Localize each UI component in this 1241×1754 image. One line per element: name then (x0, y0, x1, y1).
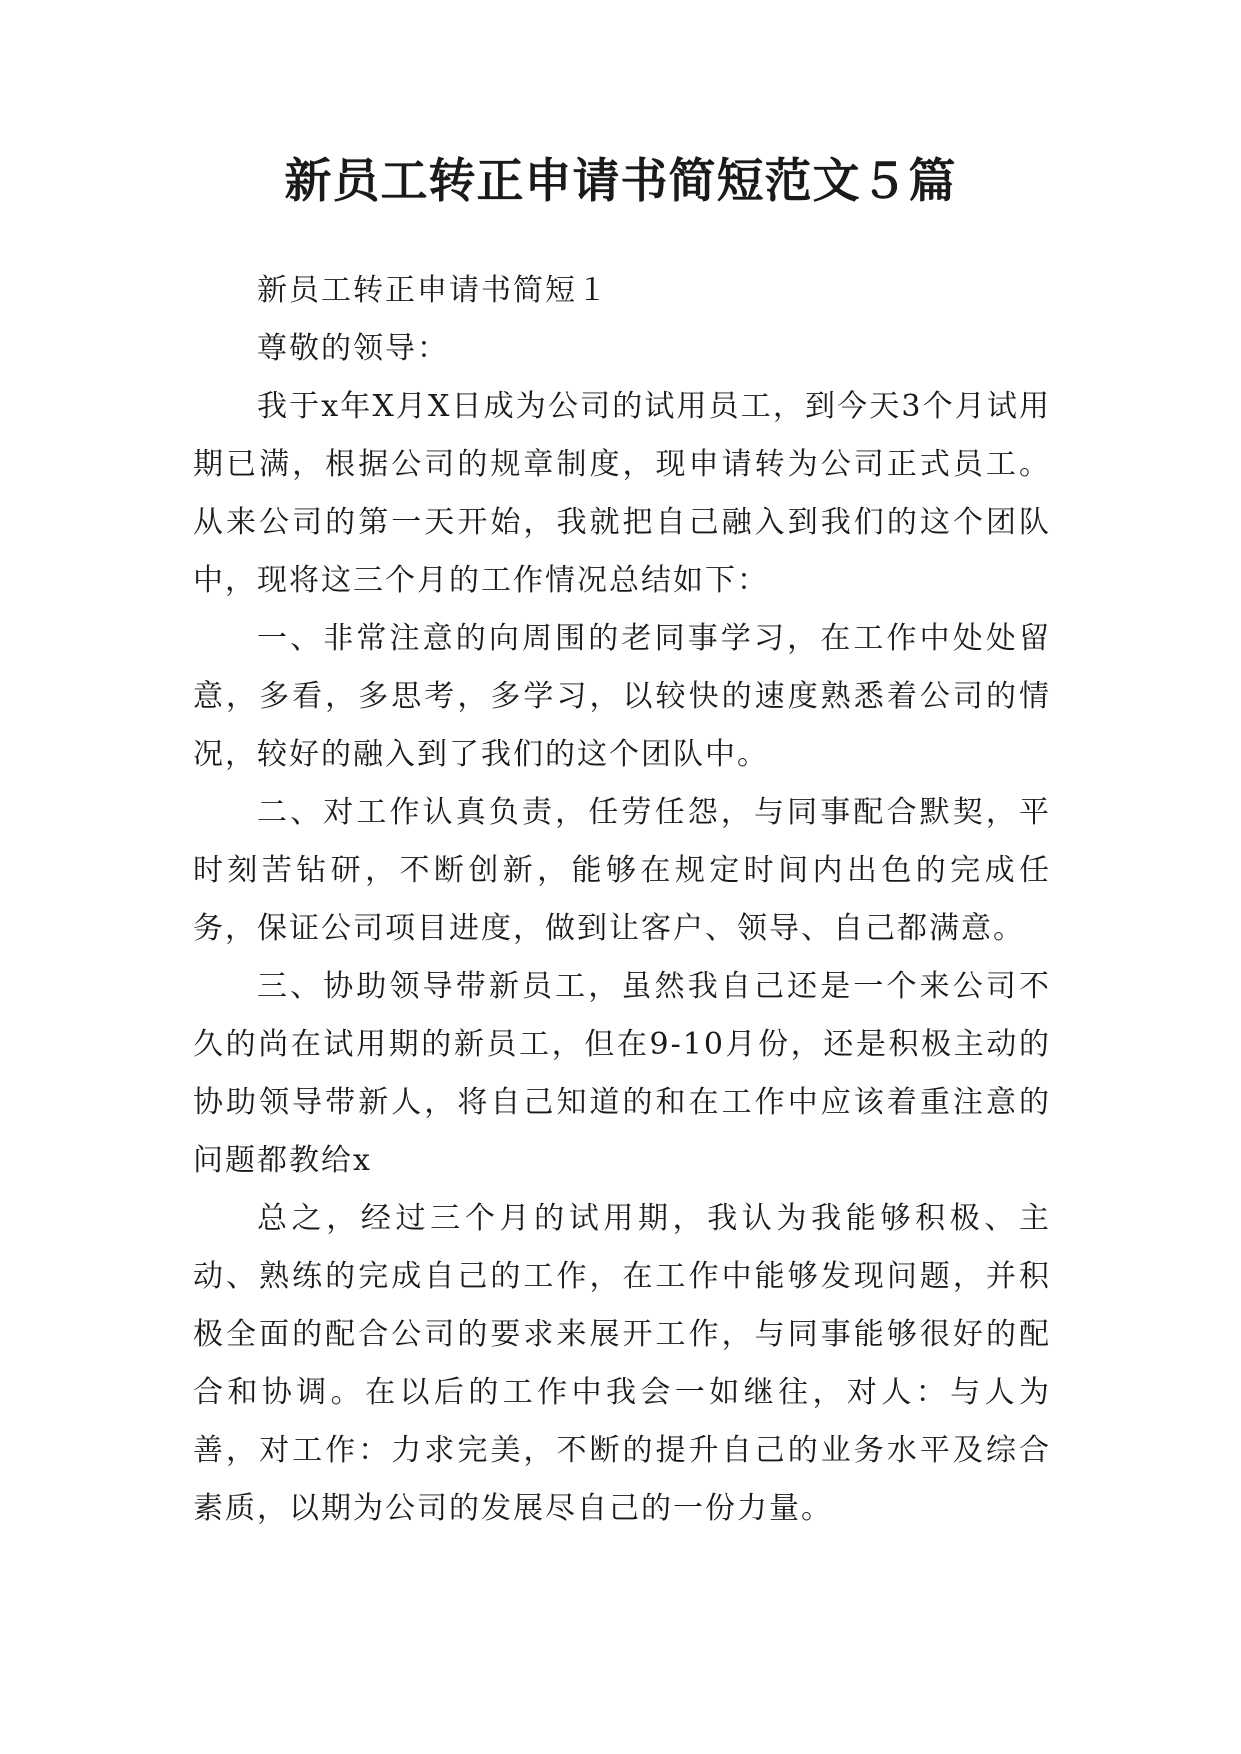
body-paragraph-conclusion: 总之，经过三个月的试用期，我认为我能够积极、主动、熟练的完成自己的工作，在工作中能够发现问题，并积极全面的配合公司的要求来展开工作，与同事能够很好的配合和协调。在以后的工作中我会一如继往，对人：与人为善，对工作：力求完美，不断的提升自己的业务水平及综合素质，以期为公司的发展尽自己的一份力量。 (193, 1201, 1051, 1526)
body-paragraph-intro: 我于x年X月X日成为公司的试用员工，到今天3个月试用期已满，根据公司的规章制度，现申请转为公司正式员工。从来公司的第一天开始，我就把自己融入到我们的这个团队中，现将这三个月的工作情况总结如下： (193, 389, 1051, 598)
body-paragraph-point-3: 三、协助领导带新员工，虽然我自己还是一个来公司不久的尚在试用期的新员工，但在9-10月份，还是积极主动的协助领导带新人，将自己知道的和在工作中应该着重注意的问题都教给x (193, 969, 1051, 1178)
body-paragraph-point-1: 一、非常注意的向周围的老同事学习，在工作中处处留意，多看，多思考，多学习，以较快的速度熟悉着公司的情况，较好的融入到了我们的这个团队中。 (193, 621, 1051, 772)
section-heading: 新员工转正申请书简短１ (257, 273, 609, 308)
body-paragraph-point-2: 二、对工作认真负责，任劳任怨，与同事配合默契，平时刻苦钻研，不断创新，能够在规定时间内出色的完成任务，保证公司项目进度，做到让客户、领导、自己都满意。 (193, 795, 1051, 946)
document-body (193, 262, 1051, 1538)
document-title: 新员工转正申请书简短范文５篇 (284, 154, 957, 209)
salutation: 尊敬的领导： (257, 331, 449, 366)
